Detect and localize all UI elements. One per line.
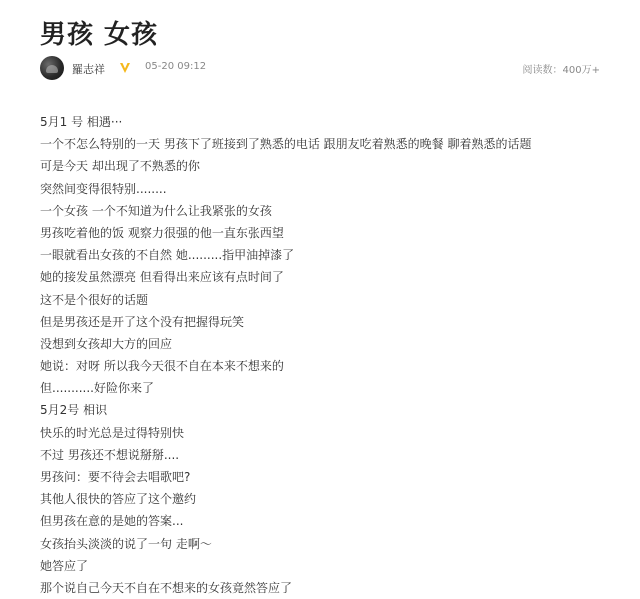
verified-badge-icon bbox=[118, 61, 132, 75]
content-line: 一个女孩 一个不知道为什么让我紧张的女孩 bbox=[40, 203, 272, 218]
read-count-label: 阅读数： bbox=[522, 65, 563, 76]
content-line: 她答应了 bbox=[40, 558, 89, 573]
article-meta bbox=[40, 56, 600, 82]
content-line: 可是今天 却出现了不熟悉的你 bbox=[40, 159, 200, 174]
content-line: 那个说自己今天不自在不想来的女孩竟然答应了 bbox=[40, 580, 293, 595]
content-line: 快乐的时光总是过得特别快 bbox=[40, 425, 185, 440]
publish-date: 05-20 09:12 bbox=[145, 61, 207, 72]
content-line: 其他人很快的答应了这个邀约 bbox=[40, 492, 197, 507]
content-line: 不过 男孩还不想说掰掰.... bbox=[40, 447, 180, 462]
content-line: 没想到女孩却大方的回应 bbox=[40, 336, 173, 351]
content-line: 但是男孩还是开了这个没有把握得玩笑 bbox=[40, 314, 245, 329]
content-line: 女孩抬头淡淡的说了一句 走啊～ bbox=[40, 536, 212, 551]
content-line: 这不是个很好的话题 bbox=[40, 292, 149, 307]
content-line: 她说：对呀 所以我今天很不自在本来不想来的 bbox=[40, 359, 284, 374]
content-line: 突然间变得很特别........ bbox=[40, 181, 167, 196]
author-name[interactable]: 羅志祥 bbox=[72, 63, 105, 76]
content-line: 但...........好险你来了 bbox=[40, 381, 154, 396]
content-line: 一个不怎么特别的一天 男孩下了班接到了熟悉的电话 跟朋友吃着熟悉的晚餐 聊着熟悉的话题 bbox=[40, 137, 532, 152]
article-title: 男孩 女孩 bbox=[40, 20, 159, 50]
content-line: 男孩问：要不待会去唱歌吧? bbox=[40, 470, 191, 484]
content-line: 5月2号 相识 bbox=[40, 403, 108, 418]
content-line: 但男孩在意的是她的答案... bbox=[40, 514, 184, 529]
article-body bbox=[40, 111, 620, 599]
content-line: 5月1 号 相遇··· bbox=[40, 115, 123, 129]
read-count-value: 400万+ bbox=[562, 65, 600, 76]
content-line: 一眼就看出女孩的不自然 她.........指甲油掉漆了 bbox=[40, 248, 295, 263]
read-count bbox=[523, 61, 600, 76]
author-avatar[interactable] bbox=[40, 56, 64, 80]
content-line: 男孩吃着他的饭 观察力很强的他一直东张西望 bbox=[40, 225, 284, 240]
content-line: 她的接发虽然漂亮 但看得出来应该有点时间了 bbox=[40, 270, 284, 285]
